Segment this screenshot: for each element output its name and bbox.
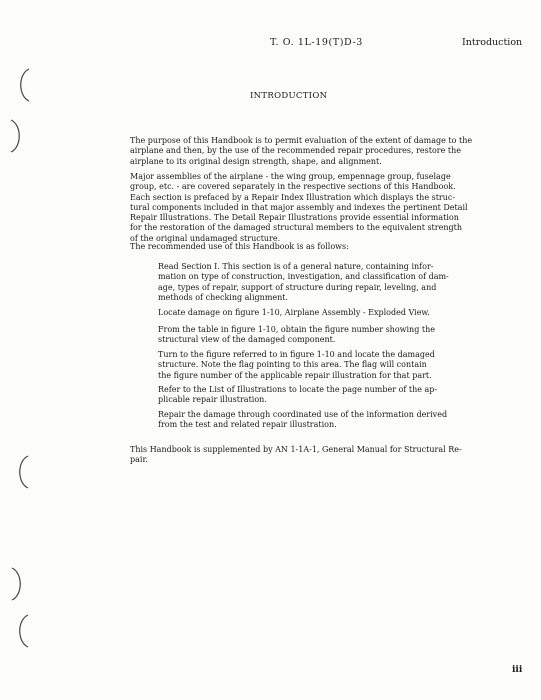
text-line: tural components included in that major assembly and indexes the pertinent Detail [130,202,468,212]
purpose-paragraph [130,136,472,167]
binder-hole-mark [13,453,31,491]
text-line: group, etc. - are covered separately in the respective sections of this Handbook. [130,182,456,192]
text-line: age, types of repair, support of structure during repair, leveling, and [158,282,437,292]
text-line: airplane to its original design strength, shape, and alignment. [130,156,382,166]
text-line: Refer to the List of Illustrations to locate the page number of the ap- [158,385,438,394]
page-number: iii [512,665,523,675]
section-heading: Introduction [462,37,523,48]
text-line: for the restoration of the damaged structural members to the equivalent strength [130,223,462,233]
binder-hole-mark [14,66,32,104]
text-line: Repair the damage through coordinated use of the information derived [158,410,448,419]
text-line: methods of checking alignment. [158,292,289,302]
text-line: pair. [130,455,148,465]
text-line: from the test and related repair illustration. [158,420,337,430]
text-line: Major assemblies of the airplane - the wing group, empennage group, fuselage [130,172,451,181]
text-line: Locate damage on figure 1-10, Airplane Assembly - Exploded View. [158,308,430,317]
text-line: mation on type of construction, investigation, and classification of dam- [158,272,449,282]
text-line: airplane and then, by the use of the recommended repair procedures, restore the [130,146,461,156]
text-line: plicable repair illustration. [158,395,267,405]
text-line: Read Section I. This section is of a general nature, containing infor- [158,262,434,271]
step-repair-damage [158,410,447,431]
binder-hole-mark [13,612,31,650]
text-line: The recommended use of this Handbook is as follows: [130,242,349,251]
binder-hole-mark [8,117,26,155]
step-locate-damage [158,308,430,318]
step-obtain-figure [158,325,435,346]
text-line: Turn to the figure referred to in figure 1-10 and locate the damaged [158,350,435,359]
text-line: The purpose of this Handbook is to permit evaluation of the extent of damage to the [130,136,473,145]
text-line: This Handbook is supplemented by AN 1-1A-1, General Manual for Structural Re- [130,445,462,454]
text-line: From the table in figure 1-10, obtain the figure number showing the [158,325,435,334]
text-line: Repair Illustrations. The Detail Repair Illustrations provide essential information [130,213,459,223]
recommended-use-paragraph [130,242,349,252]
text-line: the figure number of the applicable repair illustration for that part. [158,370,432,380]
technical-order-number: T. O. 1L-19(T)D-3 [270,37,363,48]
text-line: structure. Note the flag pointing to this area. The flag will contain [158,360,427,370]
page-title: INTRODUCTION [250,91,328,101]
supplement-paragraph [130,445,462,466]
text-line: of the original undamaged structure. [130,233,281,243]
step-list-of-illustrations [158,385,437,406]
binder-hole-mark [9,565,27,603]
step-read-section [158,262,449,303]
text-line: structural view of the damaged component. [158,335,336,345]
text-line: Each section is prefaced by a Repair Index Illustration which displays the struc- [130,192,456,202]
step-turn-to-figure [158,350,435,381]
major-assemblies-paragraph [130,172,468,244]
